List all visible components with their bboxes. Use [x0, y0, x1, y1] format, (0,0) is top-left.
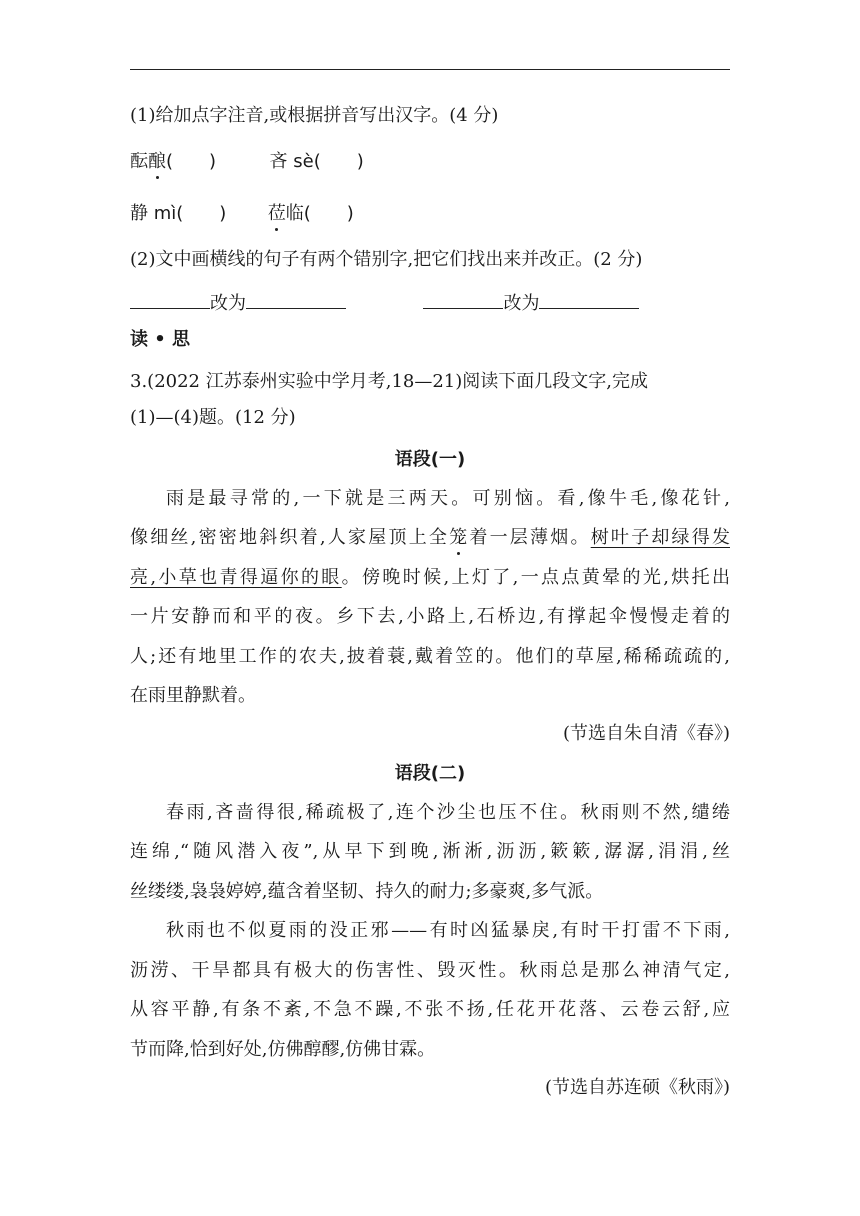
passage1-line: 亮,小草也青得逼你的眼。傍晚时候,上灯了,一点点黄晕的光,烘托出	[130, 567, 730, 588]
underlined-sentence: 树叶子却绿得发	[590, 527, 730, 548]
q1-row-2	[130, 202, 730, 226]
passage2-line: 从容平静,有条不紊,不急不躁,不张不扬,任花开花落、云卷云舒,应	[130, 999, 730, 1020]
q1-item-3: 静 mì( )	[130, 203, 227, 224]
passage2-title: 语段(二)	[394, 763, 466, 784]
emphasis-dot-char: 酿	[148, 151, 166, 172]
q1-item-2: 吝 sè( )	[269, 151, 364, 172]
change-to-label: 改为	[503, 293, 540, 314]
passage2-line: 春雨,吝啬得很,稀疏极了,连个沙尘也压不住。秋雨则不然,缱绻	[166, 802, 730, 823]
passage1-line: 像细丝,密密地斜织着,人家屋顶上全笼着一层薄烟。树叶子却绿得发	[130, 527, 730, 548]
q2-answer-row	[130, 290, 730, 316]
q3-line-1: 3.(2022 江苏泰州实验中学月考,18—21)阅读下面几段文字,完成	[130, 371, 648, 392]
change-to-label: 改为	[210, 293, 246, 314]
q1-row-1	[130, 150, 730, 174]
passage1-line: 雨是最寻常的,一下就是三两天。可别恼。看,像牛毛,像花针,	[166, 488, 730, 509]
emphasis-dot-char: 莅	[267, 203, 286, 224]
q1-item-1: 酝酿( )	[130, 151, 217, 172]
passage2-source: (节选自苏连硕《秋雨》)	[544, 1077, 730, 1098]
q2-instruction: (2)文中画横线的句子有两个错别字,把它们找出来并改正。(2 分)	[130, 249, 643, 270]
passage2-line: 节而降,恰到好处,仿佛醇醪,仿佛甘霖。	[130, 1039, 436, 1060]
section-heading: 读 • 思	[130, 329, 191, 350]
passage2-line: 连绵,“随风潜入夜”,从早下到晚,淅淅,沥沥,簌簌,潺潺,涓涓,丝	[130, 841, 730, 862]
passage1-title: 语段(一)	[394, 449, 466, 470]
emphasis-dot-char: 笼	[449, 527, 468, 548]
passage2-line: 秋雨也不似夏雨的没正邪——有时凶猛暴戾,有时干打雷不下雨,	[166, 920, 730, 941]
passage1-source: (节选自朱自清《春》)	[562, 723, 730, 744]
answer-blank[interactable]	[423, 290, 503, 309]
passage2-line: 沥涝、干旱都具有极大的伤害性、毁灭性。秋雨总是那么神清气定,	[130, 960, 730, 981]
q1-instruction: (1)给加点字注音,或根据拼音写出汉字。(4 分)	[130, 105, 499, 126]
underlined-sentence: 亮,小草也青得逼你的眼	[130, 567, 342, 588]
answer-blank[interactable]	[539, 290, 639, 309]
q3-line-2: (1)—(4)题。(12 分)	[130, 407, 296, 428]
passage1-line: 一片安静而和平的夜。乡下去,小路上,石桥边,有撑起伞慢慢走着的	[130, 606, 730, 627]
passage1-line: 人;还有地里工作的农夫,披着蓑,戴着笠的。他们的草屋,稀稀疏疏的,	[130, 646, 730, 667]
top-rule	[130, 69, 730, 70]
passage1-line: 在雨里静默着。	[130, 685, 256, 706]
answer-blank[interactable]	[130, 290, 210, 309]
q1-item-4: 莅临( )	[267, 203, 354, 224]
passage2-line: 丝缕缕,袅袅婷婷,蕴含着坚韧、持久的耐力;多豪爽,多气派。	[130, 881, 604, 902]
answer-blank[interactable]	[246, 290, 346, 309]
